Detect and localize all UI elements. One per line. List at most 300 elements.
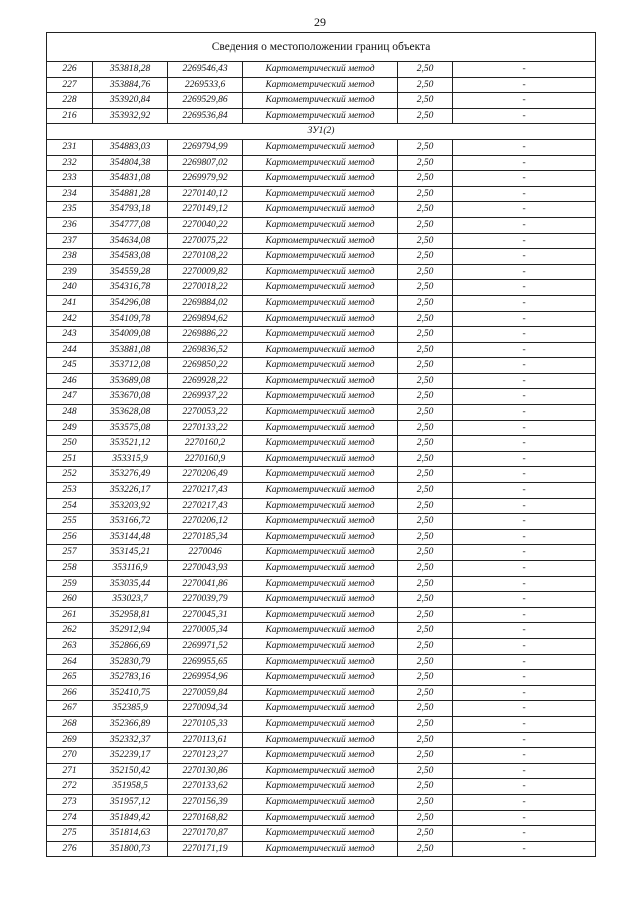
boundary-coordinates-table bbox=[46, 32, 596, 857]
section-label: ЗУ1(2) bbox=[47, 124, 596, 140]
description-cell: - bbox=[453, 295, 596, 311]
accuracy-cell: 2,50 bbox=[398, 108, 453, 124]
y-coordinate-cell: 2270217,43 bbox=[168, 498, 243, 514]
method-cell: Картометрический метод bbox=[243, 171, 398, 187]
description-cell: - bbox=[453, 763, 596, 779]
accuracy-cell: 2,50 bbox=[398, 716, 453, 732]
y-coordinate-cell: 2270140,12 bbox=[168, 186, 243, 202]
point-number-cell: 241 bbox=[47, 295, 93, 311]
x-coordinate-cell: 351814,63 bbox=[93, 826, 168, 842]
x-coordinate-cell: 354109,78 bbox=[93, 311, 168, 327]
description-cell: - bbox=[453, 249, 596, 265]
table-row bbox=[47, 716, 596, 732]
description-cell: - bbox=[453, 623, 596, 639]
point-number-cell: 265 bbox=[47, 670, 93, 686]
method-cell: Картометрический метод bbox=[243, 779, 398, 795]
x-coordinate-cell: 353575,08 bbox=[93, 420, 168, 436]
table-row bbox=[47, 545, 596, 561]
point-number-cell: 272 bbox=[47, 779, 93, 795]
description-cell: - bbox=[453, 794, 596, 810]
method-cell: Картометрический метод bbox=[243, 794, 398, 810]
table-row bbox=[47, 186, 596, 202]
accuracy-cell: 2,50 bbox=[398, 701, 453, 717]
method-cell: Картометрический метод bbox=[243, 732, 398, 748]
accuracy-cell: 2,50 bbox=[398, 202, 453, 218]
accuracy-cell: 2,50 bbox=[398, 779, 453, 795]
description-cell: - bbox=[453, 280, 596, 296]
table-row bbox=[47, 592, 596, 608]
description-cell: - bbox=[453, 311, 596, 327]
x-coordinate-cell: 354883,03 bbox=[93, 139, 168, 155]
x-coordinate-cell: 351957,12 bbox=[93, 794, 168, 810]
description-cell: - bbox=[453, 436, 596, 452]
table-row bbox=[47, 623, 596, 639]
description-cell: - bbox=[453, 358, 596, 374]
x-coordinate-cell: 352385,9 bbox=[93, 701, 168, 717]
point-number-cell: 237 bbox=[47, 233, 93, 249]
method-cell: Картометрический метод bbox=[243, 62, 398, 78]
accuracy-cell: 2,50 bbox=[398, 171, 453, 187]
method-cell: Картометрический метод bbox=[243, 841, 398, 857]
description-cell: - bbox=[453, 342, 596, 358]
y-coordinate-cell: 2270133,22 bbox=[168, 420, 243, 436]
table-row bbox=[47, 358, 596, 374]
y-coordinate-cell: 2270040,22 bbox=[168, 217, 243, 233]
y-coordinate-cell: 2270059,84 bbox=[168, 685, 243, 701]
x-coordinate-cell: 352783,16 bbox=[93, 670, 168, 686]
accuracy-cell: 2,50 bbox=[398, 217, 453, 233]
y-coordinate-cell: 2270217,43 bbox=[168, 483, 243, 499]
description-cell: - bbox=[453, 171, 596, 187]
accuracy-cell: 2,50 bbox=[398, 155, 453, 171]
point-number-cell: 245 bbox=[47, 358, 93, 374]
y-coordinate-cell: 2270123,27 bbox=[168, 748, 243, 764]
table-row bbox=[47, 514, 596, 530]
table-row bbox=[47, 77, 596, 93]
point-number-cell: 246 bbox=[47, 373, 93, 389]
table-row bbox=[47, 233, 596, 249]
point-number-cell: 236 bbox=[47, 217, 93, 233]
description-cell: - bbox=[453, 514, 596, 530]
method-cell: Картометрический метод bbox=[243, 264, 398, 280]
accuracy-cell: 2,50 bbox=[398, 623, 453, 639]
description-cell: - bbox=[453, 701, 596, 717]
method-cell: Картометрический метод bbox=[243, 576, 398, 592]
method-cell: Картометрический метод bbox=[243, 405, 398, 421]
table-row bbox=[47, 373, 596, 389]
table-row bbox=[47, 139, 596, 155]
description-cell: - bbox=[453, 186, 596, 202]
y-coordinate-cell: 2269546,43 bbox=[168, 62, 243, 78]
method-cell: Картометрический метод bbox=[243, 763, 398, 779]
table-row bbox=[47, 389, 596, 405]
x-coordinate-cell: 352366,89 bbox=[93, 716, 168, 732]
point-number-cell: 258 bbox=[47, 561, 93, 577]
point-number-cell: 238 bbox=[47, 249, 93, 265]
accuracy-cell: 2,50 bbox=[398, 93, 453, 109]
accuracy-cell: 2,50 bbox=[398, 264, 453, 280]
description-cell: - bbox=[453, 529, 596, 545]
point-number-cell: 251 bbox=[47, 451, 93, 467]
table-row bbox=[47, 249, 596, 265]
table-row bbox=[47, 561, 596, 577]
accuracy-cell: 2,50 bbox=[398, 233, 453, 249]
table-row bbox=[47, 108, 596, 124]
y-coordinate-cell: 2270160,2 bbox=[168, 436, 243, 452]
accuracy-cell: 2,50 bbox=[398, 467, 453, 483]
table-row bbox=[47, 93, 596, 109]
table-row bbox=[47, 841, 596, 857]
point-number-cell: 253 bbox=[47, 483, 93, 499]
y-coordinate-cell: 2270171,19 bbox=[168, 841, 243, 857]
method-cell: Картометрический метод bbox=[243, 93, 398, 109]
point-number-cell: 267 bbox=[47, 701, 93, 717]
y-coordinate-cell: 2269884,02 bbox=[168, 295, 243, 311]
table-row bbox=[47, 810, 596, 826]
x-coordinate-cell: 354296,08 bbox=[93, 295, 168, 311]
table-row bbox=[47, 685, 596, 701]
method-cell: Картометрический метод bbox=[243, 716, 398, 732]
method-cell: Картометрический метод bbox=[243, 139, 398, 155]
point-number-cell: 266 bbox=[47, 685, 93, 701]
x-coordinate-cell: 352410,75 bbox=[93, 685, 168, 701]
accuracy-cell: 2,50 bbox=[398, 405, 453, 421]
y-coordinate-cell: 2270053,22 bbox=[168, 405, 243, 421]
accuracy-cell: 2,50 bbox=[398, 561, 453, 577]
accuracy-cell: 2,50 bbox=[398, 514, 453, 530]
x-coordinate-cell: 353023,7 bbox=[93, 592, 168, 608]
method-cell: Картометрический метод bbox=[243, 342, 398, 358]
table-row bbox=[47, 62, 596, 78]
point-number-cell: 247 bbox=[47, 389, 93, 405]
description-cell: - bbox=[453, 202, 596, 218]
description-cell: - bbox=[453, 592, 596, 608]
point-number-cell: 270 bbox=[47, 748, 93, 764]
method-cell: Картометрический метод bbox=[243, 748, 398, 764]
accuracy-cell: 2,50 bbox=[398, 592, 453, 608]
description-cell: - bbox=[453, 483, 596, 499]
accuracy-cell: 2,50 bbox=[398, 358, 453, 374]
accuracy-cell: 2,50 bbox=[398, 420, 453, 436]
method-cell: Картометрический метод bbox=[243, 436, 398, 452]
y-coordinate-cell: 2270170,87 bbox=[168, 826, 243, 842]
table-row bbox=[47, 529, 596, 545]
method-cell: Картометрический метод bbox=[243, 607, 398, 623]
description-cell: - bbox=[453, 545, 596, 561]
table-row bbox=[47, 327, 596, 343]
point-number-cell: 252 bbox=[47, 467, 93, 483]
description-cell: - bbox=[453, 732, 596, 748]
y-coordinate-cell: 2269886,22 bbox=[168, 327, 243, 343]
x-coordinate-cell: 353035,44 bbox=[93, 576, 168, 592]
accuracy-cell: 2,50 bbox=[398, 342, 453, 358]
x-coordinate-cell: 353712,08 bbox=[93, 358, 168, 374]
point-number-cell: 273 bbox=[47, 794, 93, 810]
description-cell: - bbox=[453, 467, 596, 483]
table-row bbox=[47, 451, 596, 467]
accuracy-cell: 2,50 bbox=[398, 295, 453, 311]
table-row bbox=[47, 638, 596, 654]
method-cell: Картометрический метод bbox=[243, 420, 398, 436]
x-coordinate-cell: 354831,08 bbox=[93, 171, 168, 187]
description-cell: - bbox=[453, 841, 596, 857]
point-number-cell: 260 bbox=[47, 592, 93, 608]
table-row bbox=[47, 763, 596, 779]
y-coordinate-cell: 2270206,12 bbox=[168, 514, 243, 530]
table-row bbox=[47, 467, 596, 483]
x-coordinate-cell: 352150,42 bbox=[93, 763, 168, 779]
x-coordinate-cell: 354881,28 bbox=[93, 186, 168, 202]
x-coordinate-cell: 354009,08 bbox=[93, 327, 168, 343]
point-number-cell: 263 bbox=[47, 638, 93, 654]
method-cell: Картометрический метод bbox=[243, 108, 398, 124]
y-coordinate-cell: 2270094,34 bbox=[168, 701, 243, 717]
accuracy-cell: 2,50 bbox=[398, 576, 453, 592]
point-number-cell: 271 bbox=[47, 763, 93, 779]
x-coordinate-cell: 353818,28 bbox=[93, 62, 168, 78]
point-number-cell: 242 bbox=[47, 311, 93, 327]
description-cell: - bbox=[453, 155, 596, 171]
table-row bbox=[47, 311, 596, 327]
x-coordinate-cell: 353145,21 bbox=[93, 545, 168, 561]
accuracy-cell: 2,50 bbox=[398, 389, 453, 405]
point-number-cell: 226 bbox=[47, 62, 93, 78]
description-cell: - bbox=[453, 638, 596, 654]
y-coordinate-cell: 2269979,92 bbox=[168, 171, 243, 187]
y-coordinate-cell: 2270018,22 bbox=[168, 280, 243, 296]
description-cell: - bbox=[453, 139, 596, 155]
description-cell: - bbox=[453, 654, 596, 670]
method-cell: Картометрический метод bbox=[243, 685, 398, 701]
method-cell: Картометрический метод bbox=[243, 483, 398, 499]
method-cell: Картометрический метод bbox=[243, 295, 398, 311]
point-number-cell: 254 bbox=[47, 498, 93, 514]
y-coordinate-cell: 2269971,52 bbox=[168, 638, 243, 654]
point-number-cell: 248 bbox=[47, 405, 93, 421]
accuracy-cell: 2,50 bbox=[398, 732, 453, 748]
accuracy-cell: 2,50 bbox=[398, 794, 453, 810]
method-cell: Картометрический метод bbox=[243, 592, 398, 608]
y-coordinate-cell: 2270043,93 bbox=[168, 561, 243, 577]
method-cell: Картометрический метод bbox=[243, 561, 398, 577]
point-number-cell: 268 bbox=[47, 716, 93, 732]
point-number-cell: 262 bbox=[47, 623, 93, 639]
point-number-cell: 274 bbox=[47, 810, 93, 826]
method-cell: Картометрический метод bbox=[243, 280, 398, 296]
table-row bbox=[47, 155, 596, 171]
method-cell: Картометрический метод bbox=[243, 249, 398, 265]
table-row bbox=[47, 264, 596, 280]
accuracy-cell: 2,50 bbox=[398, 654, 453, 670]
accuracy-cell: 2,50 bbox=[398, 670, 453, 686]
accuracy-cell: 2,50 bbox=[398, 810, 453, 826]
x-coordinate-cell: 354634,08 bbox=[93, 233, 168, 249]
table-row bbox=[47, 342, 596, 358]
description-cell: - bbox=[453, 217, 596, 233]
description-cell: - bbox=[453, 685, 596, 701]
table-title-row bbox=[47, 33, 596, 62]
description-cell: - bbox=[453, 779, 596, 795]
method-cell: Картометрический метод bbox=[243, 810, 398, 826]
x-coordinate-cell: 353689,08 bbox=[93, 373, 168, 389]
point-number-cell: 256 bbox=[47, 529, 93, 545]
point-number-cell: 234 bbox=[47, 186, 93, 202]
point-number-cell: 216 bbox=[47, 108, 93, 124]
table-row bbox=[47, 779, 596, 795]
description-cell: - bbox=[453, 716, 596, 732]
description-cell: - bbox=[453, 327, 596, 343]
y-coordinate-cell: 2270160,9 bbox=[168, 451, 243, 467]
x-coordinate-cell: 353166,72 bbox=[93, 514, 168, 530]
method-cell: Картометрический метод bbox=[243, 514, 398, 530]
table-row bbox=[47, 670, 596, 686]
description-cell: - bbox=[453, 561, 596, 577]
x-coordinate-cell: 353670,08 bbox=[93, 389, 168, 405]
y-coordinate-cell: 2269529,86 bbox=[168, 93, 243, 109]
y-coordinate-cell: 2270185,34 bbox=[168, 529, 243, 545]
description-cell: - bbox=[453, 576, 596, 592]
table-row bbox=[47, 607, 596, 623]
point-number-cell: 244 bbox=[47, 342, 93, 358]
x-coordinate-cell: 353226,17 bbox=[93, 483, 168, 499]
point-number-cell: 261 bbox=[47, 607, 93, 623]
method-cell: Картометрический метод bbox=[243, 217, 398, 233]
point-number-cell: 264 bbox=[47, 654, 93, 670]
table-row bbox=[47, 295, 596, 311]
x-coordinate-cell: 354583,08 bbox=[93, 249, 168, 265]
y-coordinate-cell: 2270039,79 bbox=[168, 592, 243, 608]
y-coordinate-cell: 2270149,12 bbox=[168, 202, 243, 218]
table-row bbox=[47, 436, 596, 452]
x-coordinate-cell: 352866,69 bbox=[93, 638, 168, 654]
x-coordinate-cell: 353521,12 bbox=[93, 436, 168, 452]
description-cell: - bbox=[453, 373, 596, 389]
method-cell: Картометрический метод bbox=[243, 451, 398, 467]
description-cell: - bbox=[453, 233, 596, 249]
x-coordinate-cell: 353315,9 bbox=[93, 451, 168, 467]
method-cell: Картометрический метод bbox=[243, 670, 398, 686]
x-coordinate-cell: 353881,08 bbox=[93, 342, 168, 358]
y-coordinate-cell: 2269794,99 bbox=[168, 139, 243, 155]
point-number-cell: 275 bbox=[47, 826, 93, 842]
x-coordinate-cell: 352912,94 bbox=[93, 623, 168, 639]
description-cell: - bbox=[453, 451, 596, 467]
description-cell: - bbox=[453, 389, 596, 405]
y-coordinate-cell: 2270108,22 bbox=[168, 249, 243, 265]
y-coordinate-cell: 2270075,22 bbox=[168, 233, 243, 249]
method-cell: Картометрический метод bbox=[243, 77, 398, 93]
table-row bbox=[47, 732, 596, 748]
method-cell: Картометрический метод bbox=[243, 186, 398, 202]
y-coordinate-cell: 2270206,49 bbox=[168, 467, 243, 483]
description-cell: - bbox=[453, 420, 596, 436]
point-number-cell: 250 bbox=[47, 436, 93, 452]
y-coordinate-cell: 2270041,86 bbox=[168, 576, 243, 592]
x-coordinate-cell: 353116,9 bbox=[93, 561, 168, 577]
y-coordinate-cell: 2269937,22 bbox=[168, 389, 243, 405]
accuracy-cell: 2,50 bbox=[398, 186, 453, 202]
method-cell: Картометрический метод bbox=[243, 638, 398, 654]
accuracy-cell: 2,50 bbox=[398, 280, 453, 296]
method-cell: Картометрический метод bbox=[243, 826, 398, 842]
y-coordinate-cell: 2270009,82 bbox=[168, 264, 243, 280]
x-coordinate-cell: 353203,92 bbox=[93, 498, 168, 514]
table-row bbox=[47, 280, 596, 296]
y-coordinate-cell: 2270045,31 bbox=[168, 607, 243, 623]
x-coordinate-cell: 354777,08 bbox=[93, 217, 168, 233]
x-coordinate-cell: 351800,73 bbox=[93, 841, 168, 857]
table-row bbox=[47, 202, 596, 218]
point-number-cell: 233 bbox=[47, 171, 93, 187]
accuracy-cell: 2,50 bbox=[398, 748, 453, 764]
description-cell: - bbox=[453, 77, 596, 93]
point-number-cell: 228 bbox=[47, 93, 93, 109]
description-cell: - bbox=[453, 405, 596, 421]
accuracy-cell: 2,50 bbox=[398, 483, 453, 499]
table-row bbox=[47, 217, 596, 233]
x-coordinate-cell: 354793,18 bbox=[93, 202, 168, 218]
accuracy-cell: 2,50 bbox=[398, 373, 453, 389]
y-coordinate-cell: 2270046 bbox=[168, 545, 243, 561]
x-coordinate-cell: 351849,42 bbox=[93, 810, 168, 826]
description-cell: - bbox=[453, 93, 596, 109]
method-cell: Картометрический метод bbox=[243, 389, 398, 405]
table-row bbox=[47, 654, 596, 670]
method-cell: Картометрический метод bbox=[243, 327, 398, 343]
point-number-cell: 240 bbox=[47, 280, 93, 296]
accuracy-cell: 2,50 bbox=[398, 545, 453, 561]
method-cell: Картометрический метод bbox=[243, 701, 398, 717]
x-coordinate-cell: 353884,76 bbox=[93, 77, 168, 93]
table-row bbox=[47, 748, 596, 764]
accuracy-cell: 2,50 bbox=[398, 638, 453, 654]
table-row bbox=[47, 171, 596, 187]
table-row bbox=[47, 498, 596, 514]
method-cell: Картометрический метод bbox=[243, 358, 398, 374]
method-cell: Картометрический метод bbox=[243, 233, 398, 249]
x-coordinate-cell: 352332,37 bbox=[93, 732, 168, 748]
method-cell: Картометрический метод bbox=[243, 529, 398, 545]
y-coordinate-cell: 2270113,61 bbox=[168, 732, 243, 748]
section-row bbox=[47, 124, 596, 140]
table-row bbox=[47, 576, 596, 592]
y-coordinate-cell: 2270130,86 bbox=[168, 763, 243, 779]
y-coordinate-cell: 2269954,96 bbox=[168, 670, 243, 686]
accuracy-cell: 2,50 bbox=[398, 139, 453, 155]
description-cell: - bbox=[453, 108, 596, 124]
description-cell: - bbox=[453, 748, 596, 764]
page-number: 29 bbox=[314, 15, 326, 29]
method-cell: Картометрический метод bbox=[243, 623, 398, 639]
accuracy-cell: 2,50 bbox=[398, 529, 453, 545]
accuracy-cell: 2,50 bbox=[398, 62, 453, 78]
point-number-cell: 269 bbox=[47, 732, 93, 748]
y-coordinate-cell: 2270133,62 bbox=[168, 779, 243, 795]
table-row bbox=[47, 483, 596, 499]
method-cell: Картометрический метод bbox=[243, 654, 398, 670]
accuracy-cell: 2,50 bbox=[398, 311, 453, 327]
y-coordinate-cell: 2270105,33 bbox=[168, 716, 243, 732]
point-number-cell: 259 bbox=[47, 576, 93, 592]
point-number-cell: 243 bbox=[47, 327, 93, 343]
y-coordinate-cell: 2270005,34 bbox=[168, 623, 243, 639]
table-row bbox=[47, 420, 596, 436]
accuracy-cell: 2,50 bbox=[398, 327, 453, 343]
y-coordinate-cell: 2269836,52 bbox=[168, 342, 243, 358]
x-coordinate-cell: 352958,81 bbox=[93, 607, 168, 623]
method-cell: Картометрический метод bbox=[243, 202, 398, 218]
point-number-cell: 249 bbox=[47, 420, 93, 436]
